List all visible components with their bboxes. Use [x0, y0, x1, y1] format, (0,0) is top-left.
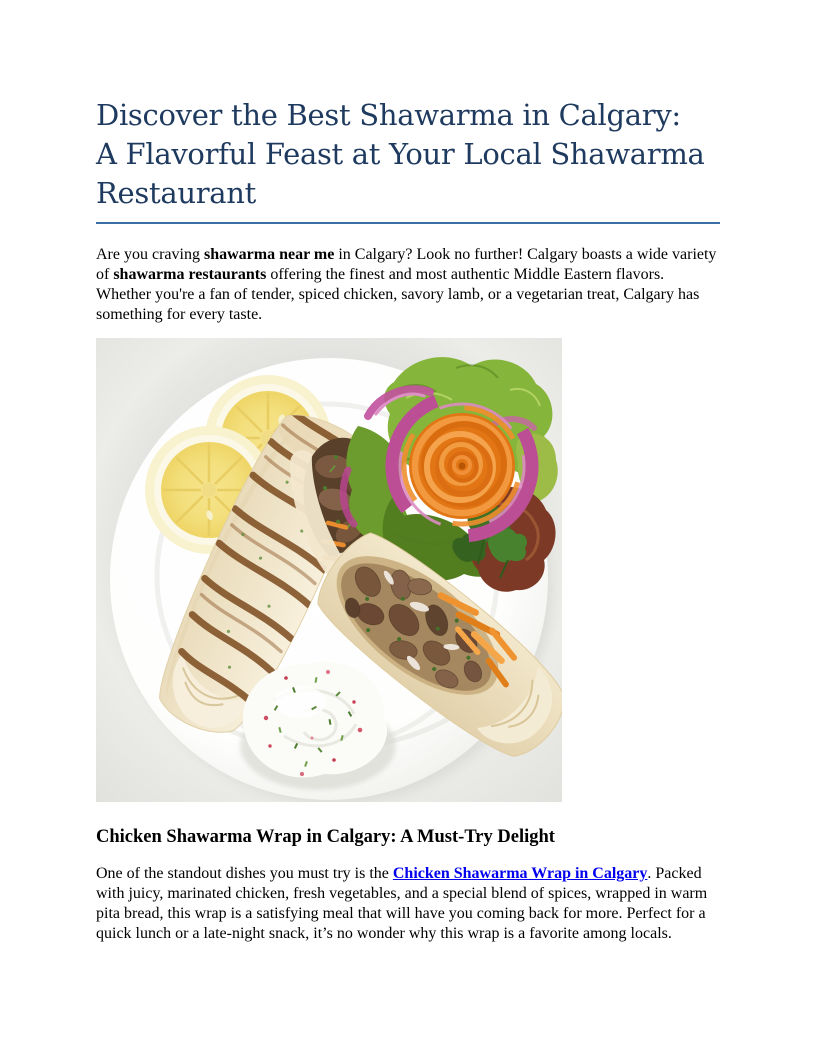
text-run: One of the standout dishes you must try is the: [96, 865, 393, 882]
text-run: offering the finest and most authentic Middle Eastern flavors. Whether you're a fan of tender, spiced chicken, savory lamb, or a vegetarian treat, Calgary has something for every taste.: [96, 266, 700, 323]
bold-text: shawarma restaurants: [113, 266, 267, 283]
intro-paragraph: [96, 245, 720, 325]
section-heading: Chicken Shawarma Wrap in Calgary: A Must-Try Delight: [96, 827, 555, 847]
article-content: [96, 96, 720, 944]
article-title: [96, 96, 720, 224]
text-run: Are you craving: [96, 246, 204, 263]
title-line-1: Discover the Best Shawarma in Calgary:: [96, 98, 681, 132]
title-line-3: Restaurant: [96, 176, 256, 210]
bold-text: shawarma near me: [203, 246, 335, 263]
text-run: in Calgary? Look no further! Calgary boasts a wide variety of: [96, 246, 717, 283]
body-paragraph: [96, 864, 720, 944]
text-run: . Packed with juicy, marinated chicken, fresh vegetables, and a special blend of spices, wrapped in warm pita bread, this wrap is a satisfying meal that will have you coming back for more. Perfect for a quick lunch or a late-night snack, it’s no wonder why this wrap is a favorite among locals.: [96, 865, 708, 942]
shawarma-plate-photo: [96, 338, 562, 802]
article-image: [96, 338, 562, 802]
inline-link[interactable]: Chicken Shawarma Wrap in Calgary: [392, 865, 648, 882]
title-line-2: A Flavorful Feast at Your Local Shawarma: [96, 137, 705, 171]
